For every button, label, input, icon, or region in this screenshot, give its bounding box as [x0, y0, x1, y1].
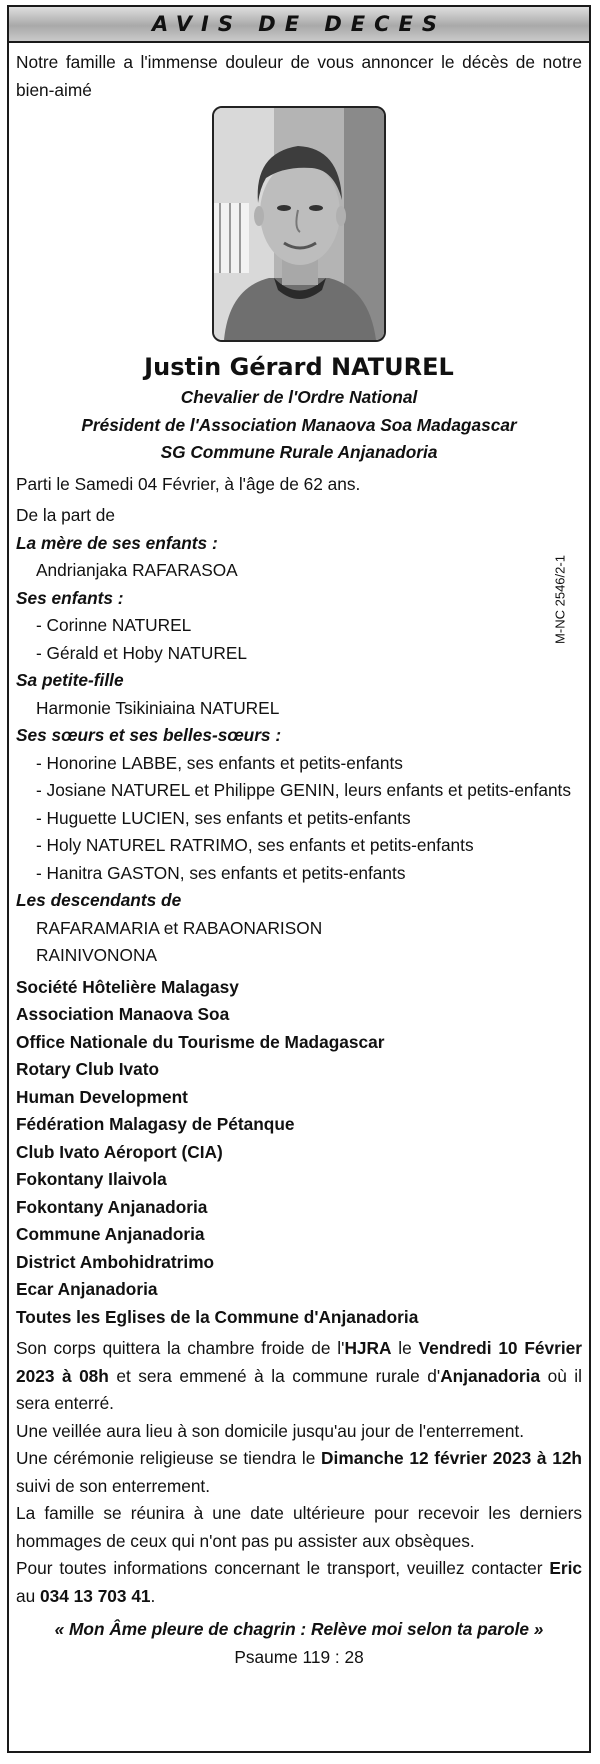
family-member: - Hanitra GASTON, ses enfants et petits-enfants — [36, 862, 406, 883]
ceremony-paragraph — [16, 1445, 582, 1500]
family-member: - Corinne NATUREL — [36, 615, 192, 635]
text-span: le — [391, 1338, 419, 1358]
title-line: Chevalier de l'Ordre National — [180, 387, 418, 407]
photo-container — [16, 106, 582, 342]
contact-paragraph — [16, 1555, 582, 1610]
family-member: - Honorine LABBE, ses enfants et petits-enfants — [36, 752, 403, 773]
organization: Club Ivato Aéroport (CIA) — [16, 1141, 223, 1162]
notice-body — [9, 43, 589, 1671]
organization: Office Nationale du Tourisme de Madagascar — [16, 1031, 385, 1052]
organization: District Ambohidratrimo — [16, 1251, 215, 1272]
family-header-sisters: Ses sœurs et ses belles-sœurs : — [16, 725, 282, 745]
family-member: - Josiane NATUREL et Philippe GENIN, leurs enfants et petits-enfants — [36, 780, 572, 800]
title-line: SG Commune Rurale Anjanadoria — [160, 442, 438, 462]
organization: Fokontany Ilaivola — [16, 1169, 167, 1189]
text-span: au — [16, 1585, 41, 1606]
notice-banner — [9, 7, 589, 43]
organizations-list — [16, 974, 582, 1332]
title-line: Président de l'Association Manaova Soa Madagascar — [81, 414, 517, 435]
family-header-descendants: Les descendants de — [16, 890, 182, 910]
honorific-titles — [16, 384, 582, 467]
family-member: RAINIVONONA — [36, 945, 157, 965]
family-member: - Huguette LUCIEN, ses enfants et petits-enfants — [36, 807, 411, 828]
organization: Toutes les Eglises de la Commune d'Anjanadoria — [16, 1306, 419, 1327]
funeral-transfer-paragraph — [16, 1335, 582, 1418]
intro-text: Notre famille a l'immense douleur de vous annoncer le décès de notre bien-aimé — [16, 52, 582, 100]
hospital-name: HJRA — [344, 1338, 392, 1358]
text-span: Une cérémonie religieuse se tiendra le — [16, 1448, 322, 1468]
family-header-granddaughter: Sa petite-fille — [16, 670, 124, 690]
family-member: - Gérald et Hoby NATUREL — [36, 642, 247, 663]
ceremony-date: Dimanche 12 février 2023 à 12h — [321, 1448, 582, 1468]
portrait-photo — [212, 106, 386, 342]
portrait-illustration — [214, 108, 384, 340]
contact-phone: 034 13 703 41 — [40, 1585, 151, 1606]
deceased-name: Justin Gérard NATUREL — [144, 353, 454, 381]
family-header-children: Ses enfants : — [16, 587, 124, 608]
transfer-date: Vendredi 10 Février 2023 à 08h — [16, 1338, 582, 1386]
notice-frame — [7, 5, 591, 1753]
text-span: et sera emmené à la commune rurale d' — [108, 1365, 441, 1386]
text-span: Son corps quittera la chambre froide de l' — [16, 1338, 345, 1358]
family-member: RAFARAMARIA et RABAONARISON — [36, 917, 323, 938]
organization: Rotary Club Ivato — [16, 1059, 160, 1079]
organization: Commune Anjanadoria — [16, 1224, 205, 1244]
organization: Fédération Malagasy de Pétanque — [16, 1114, 295, 1134]
organization: Société Hôtelière Malagasy — [16, 976, 239, 997]
text-span: Pour toutes informations concernant le transport, veuillez contacter — [16, 1558, 550, 1578]
burial-place: Anjanadoria — [440, 1365, 541, 1386]
organization: Human Development — [16, 1086, 188, 1107]
contact-name: Eric — [549, 1558, 582, 1578]
bible-quote: « Mon Âme pleure de chagrin : Relève moi selon ta parole » — [54, 1619, 544, 1639]
organization: Fokontany Anjanadoria — [16, 1196, 208, 1217]
organization: Association Manaova Soa — [16, 1004, 230, 1024]
organization: Ecar Anjanadoria — [16, 1279, 158, 1299]
text-span: . — [150, 1585, 156, 1606]
text-span: où il sera enterré. — [16, 1365, 582, 1413]
text-span: suivi de son enterrement. — [16, 1475, 211, 1496]
family-member: - Holy NATUREL RATRIMO, ses enfants et petits-enfants — [36, 835, 474, 855]
family-member: Andrianjaka RAFARASOA — [36, 560, 238, 580]
publication-reference: M-NC 2546/2-1 — [552, 555, 568, 644]
from-label: De la part de — [16, 505, 115, 525]
vigil-paragraph: Une veillée aura lieu à son domicile jusqu'au jour de l'enterrement. — [16, 1420, 525, 1441]
banner-title: AVIS DE DECES — [151, 12, 447, 36]
family-header-mother: La mère de ses enfants : — [16, 532, 218, 553]
family-gathering-paragraph: La famille se réunira à une date ultérieure pour recevoir les derniers hommages de ceux qui n'ont pas pu assister aux obsèques. — [16, 1503, 582, 1551]
family-member: Harmonie Tsikiniaina NATUREL — [36, 697, 280, 718]
departure-line: Parti le Samedi 04 Février, à l'âge de 62 ans. — [16, 473, 361, 494]
psalm-reference: Psaume 119 : 28 — [234, 1646, 364, 1667]
